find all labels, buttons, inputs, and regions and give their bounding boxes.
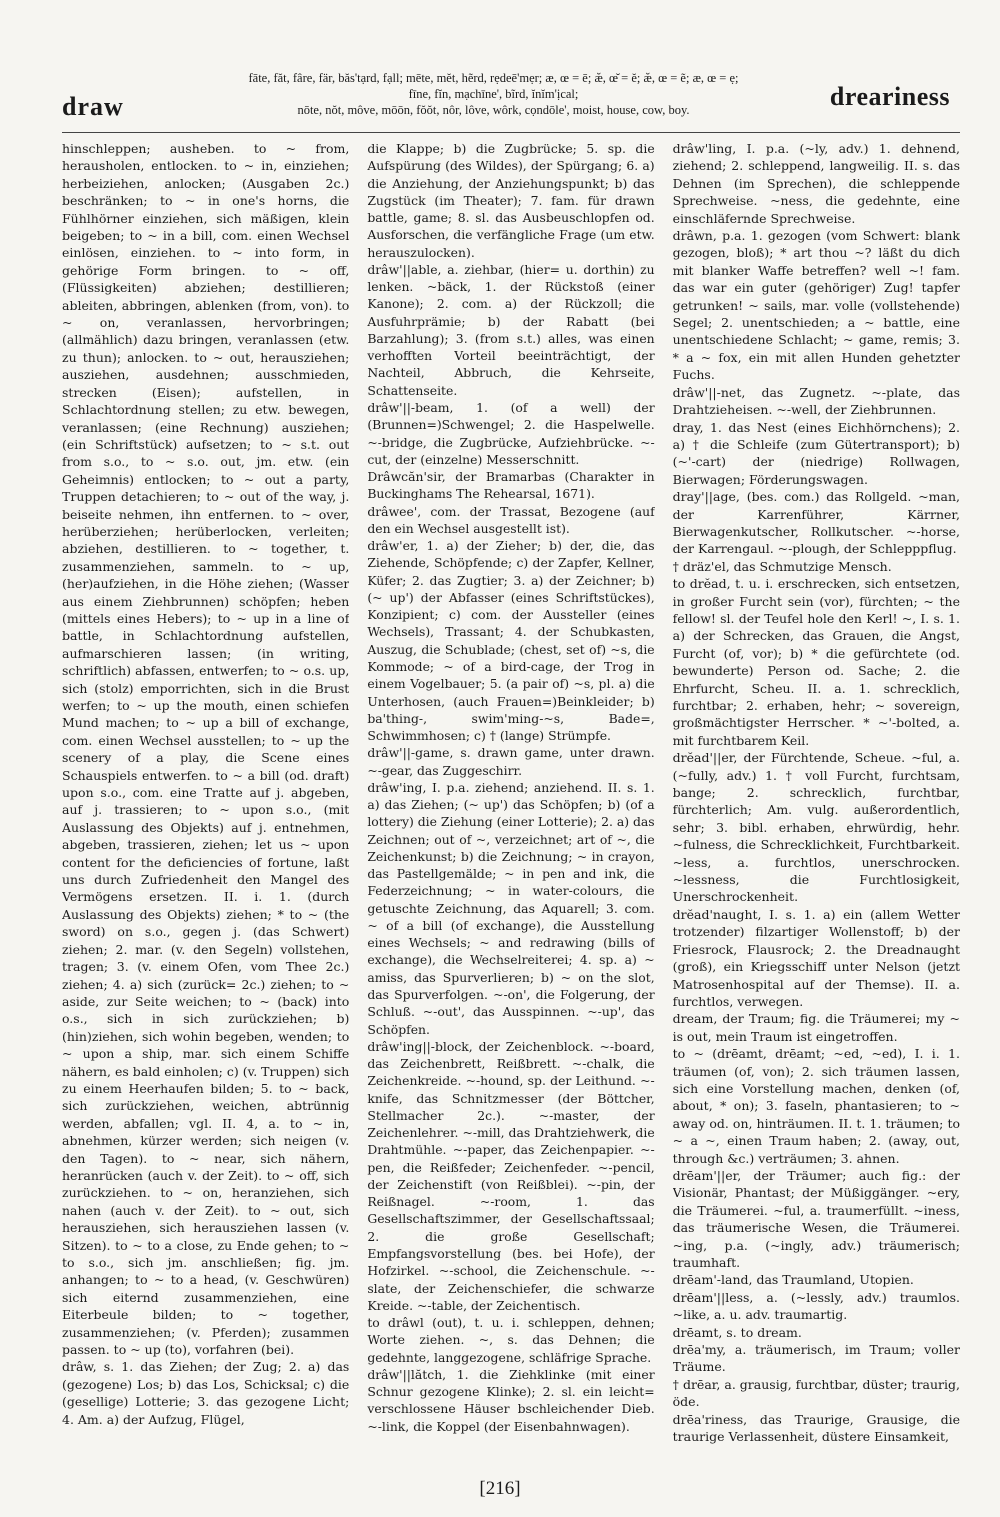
dictionary-entry: † drēar, a. grausig, furchtbar, düster; traurig, öde. bbox=[672, 1376, 960, 1410]
dictionary-entry: drâw'ling, I. p.a. (~ly, adv.) 1. dehnend, ziehend; 2. schleppend, langweilig. II. s. das Dehnen (im Sprechen), die schleppende Sprechweise. ~ness, die gedehnte, eine einschläfernde Sprechweise. bbox=[672, 141, 960, 226]
dictionary-entry: Drâwcăn'sir, der Bramarbas (Charakter in Buckinghams The Rehearsal, 1671). bbox=[367, 469, 655, 502]
dictionary-entry: dray'||age, (bes. com.) das Rollgeld. ~man, der Karrenführer, Kärrner, Bierwagenkutscher, Rollkutscher. ~-horse, der Karrengaul. ~-plough, der Schlepppflug. bbox=[672, 489, 960, 557]
dictionary-entry: drâwn, p.a. 1. gezogen (vom Schwert: blank gezogen, bloß); * art thou ~? läßt du dich mit blanker Waffe betreffen? well ~! fam. das war ein guter (gehöriger) Zug! tapfer getrunken! ~ sails, mar. volle (vollstehende) Segel; 2. unentschieden; a ~ battle, eine unentschiedene Schlacht; ~ game, remis; 3. * a ~ fox, ein mit allen Hunden gehetzter Fuchs. bbox=[672, 228, 960, 383]
dictionary-entry: drâw'||-game, s. drawn game, unter drawn. ~-gear, das Zuggeschirr. bbox=[367, 745, 655, 778]
dictionary-entry: drēam'||er, der Träumer; auch fig.: der Visionär, Phantast; der Müßiggänger. ~ery, die Träumerei. ~ful, a. traumerfüllt. ~iness, das träumerische Wesen, die Träumerei. ~ing, p.a. (~ingly, adv.) träumerisch; traumhaft. bbox=[672, 1167, 960, 1270]
dictionary-entry: drâw'||-net, das Zugnetz. ~-plate, das Drahtzieheisen. ~-well, der Ziehbrunnen. bbox=[672, 384, 960, 418]
dictionary-entry: drâw'||able, a. ziehbar, (hier= u. dorthin) zu lenken. ~bäck, 1. der Rückstoß (einer Kanone); 2. com. a) der Rückzoll; die Ausfuhrprämie; b) der Rabatt (bei Barzahlung); 3. (from s.t.) alles, was einen verhofften Vorteil beeinträchtigt, der Nachteil, Abbruch, die Kehrseite, Schattenseite. bbox=[367, 261, 655, 398]
dictionary-entry: drâw'||-beam, 1. (of a well) der (Brunnen=)Schwengel; 2. die Haspelwelle. ~-bridge, die Zugbrücke, Aufziehbrücke. ~-cut, der (einzelne) Messerschnitt. bbox=[367, 399, 655, 467]
pronunciation-key bbox=[227, 70, 760, 118]
dictionary-entry: to drĕad, t. u. i. erschrecken, sich entsetzen, in großer Furcht sein (vor), fürchten; ~ the fellow! sl. der Teufel hole den Kerl! ~, I. s. 1. a) der Schrecken, das Grauen, die Angst, Furcht (of, vor); b) * die gefürchtete (od. bewunderte) Person od. Sache; 2. die Ehrfurcht, Scheu. II. a. 1. schrecklich, furchtbar; 2. erhaben, hehr; ~ sovereign, großmächtigster Herrscher. * ~'-bolted, a. mit furchtbarem Keil. bbox=[672, 576, 960, 748]
dictionary-entry: drĕad'||er, der Fürchtende, Scheue. ~ful, a. (~fully, adv.) 1. † voll Furcht, furchtsam, bange; 2. schrecklich, furchtbar, fürchterlich; Am. vulg. außerordentlich, sehr; 3. bibl. erhaben, ehrwürdig, hehr. ~fulness, die Schrecklichkeit, Furchtbarkeit. ~less, a. furchtlos, unerschrocken. ~lessness, die Furchtlosigkeit, Unerschrockenheit. bbox=[672, 750, 960, 905]
dictionary-entry: drēam'||less, a. (~lessly, adv.) traumlos. ~like, a. u. adv. traumartig. bbox=[672, 1289, 960, 1323]
dictionary-columns bbox=[62, 140, 960, 1472]
pronunciation-key-line: nōte, nŏt, môve, mōōn, fŏŏt, nôr, lôve, wôrk, cọndōle', moist, house, cow, boy. bbox=[297, 103, 690, 117]
guide-word-right: dreariness bbox=[829, 82, 950, 111]
dictionary-entry: drēam'-land, das Traumland, Utopien. bbox=[672, 1272, 914, 1288]
dictionary-entry: drēa'my, a. träumerisch, im Traum; voller Träume. bbox=[672, 1342, 960, 1375]
dictionary-entry: drâw'er, 1. a) der Zieher; b) der, die, das Ziehende, Schöpfende; c) der Zapfer, Kellner, Küfer; 2. das Zugtier; 3. a) der Zeichner; b) (~ up') der Abfasser (eines Schriftstückes), Konzipient; c) com. der Aussteller (eines Wechsels), Trassant; 4. der Schubkasten, Auszug, die Schublade; (chest, set of) ~s, die Kommode; ~ of a bird-cage, der Trog in einem Vogelbauer; 5. (a pair of) ~s, pl. a) die Unterhosen, (auch Frauen=)Beinkleider; b) ba'thing-, swim'ming-~s, Bade=, Schwimmhosen; c) † (lange) Strümpfe. bbox=[367, 538, 655, 744]
dictionary-entry: † dräz'el, das Schmutzige Mensch. bbox=[672, 558, 892, 574]
dictionary-entry: drâw'||lătch, 1. die Ziehklinke (mit einer Schnur gezogene Klinke); 2. sl. ein leicht= verschlossene Häuser bschleichender Dieb. ~-link, die Koppel (der Eisenbahnwagen). bbox=[367, 1366, 655, 1434]
page-header bbox=[62, 60, 950, 130]
column-1 bbox=[62, 140, 349, 1472]
dictionary-entry: drĕad'naught, I. s. 1. a) ein (allem Wetter trotzender) filzartiger Wollenstoff; b) der Friesrock, Flausrock; 2. the Dreadnaught (groß), ein Kriegsschiff unter Nelson (jetzt Matrosenhospital auf der Themse). II. a. furchtlos, verwegen. bbox=[672, 906, 960, 1009]
dictionary-entry: drâwee', com. der Trassat, Bezogene (auf den ein Wechsel ausgestellt ist). bbox=[367, 503, 655, 536]
pronunciation-key-line: fīne, fĭn, mạchīne', bĩrd, ĭnĭm'ịcal; bbox=[408, 87, 579, 101]
column-3 bbox=[673, 140, 960, 1472]
dictionary-entry: drâw, s. 1. das Ziehen; der Zug; 2. a) das (gezogene) Los; b) das Los, Schicksal; c) die (gesellige) Lotterie; 3. das gezogene Licht; 4. Am. a) der Aufzug, Flügel, bbox=[62, 1359, 350, 1427]
dictionary-entry: die Klappe; b) die Zugbrücke; 5. sp. die Aufspürung (des Wildes), der Spürgang; 6. a) die Anziehung, der Anziehungspunkt; b) das Zugstück (im Theater); 7. fam. für drawn battle, game; 8. sl. das Ausbeuschlopfen od. Ausforschen, die verfängliche Frage (um etw. herauszulocken). bbox=[367, 141, 655, 260]
page-number: [216] bbox=[479, 1478, 521, 1499]
column-2 bbox=[367, 140, 654, 1472]
dictionary-entry: drēamt, s. to dream. bbox=[672, 1324, 802, 1340]
dictionary-entry: to ~ (drēamt, drēamt; ~ed, ~ed), I. i. 1. träumen (of, von); 2. sich träumen lassen, sich eine Vorstellung machen, denken (of, about, * on); 3. faseln, phantasieren; to ~ away od. on, hinträumen. II. t. 1. träumen; to ~ a ~, einen Traum haben; 2. (away, out, through &c.) verträumen; 3. ahnen. bbox=[672, 1046, 960, 1166]
pronunciation-key-line: fāte, făt, fâre, fär, băs'tạrd, fạll; mēte, mĕt, hẽrd, rẹdeē'mẹr; æ, œ = ē; æ̆, œ̆ = ĕ; æ̆, œ = ẽ; æ, œ = ẹ; bbox=[248, 71, 739, 85]
dictionary-entry: dray, 1. das Nest (eines Eichhörnchens); 2. a) † die Schleife (zum Gütertransport); b) (~'-cart) der (niedrige) Rollwagen, Bierwagen; Förderungswagen. bbox=[672, 419, 960, 487]
guide-word-left: draw bbox=[62, 92, 124, 121]
dictionary-entry: drâw'ing||-block, der Zeichenblock. ~-board, das Zeichenbrett, Reißbrett. ~-chalk, die Zeichenkreide. ~-hound, sp. der Leithund. ~-knife, das Schnitzmesser (der Böttcher, Stellmacher 2c.). ~-master, der Zeichenlehrer. ~-mill, das Drahtziehwerk, die Drahtmühle. ~-paper, das Zeichenpapier. ~-pen, die Reißfeder; Zeichenfeder. ~-pencil, der Zeichenstift (von Reißblei). ~-pin, der Reißnagel. ~-room, 1. das Gesellschaftszimmer, der Gesellschaftssaal; 2. die große Gesellschaft; Empfangsvorstellung (bes. bei Hofe), der Hofzirkel. ~-school, die Zeichenschule. ~-slate, der Zeichenschiefer, die schwarze Kreide. ~-table, der Zeichentisch. bbox=[367, 1038, 655, 1313]
dictionary-entry: drēa'riness, das Traurige, Grausige, die traurige Verlassenheit, düstere Einsamkeit, bbox=[672, 1411, 960, 1445]
dictionary-entry: drâw'ing, I. p.a. ziehend; anziehend. II. s. 1. a) das Ziehen; (~ up') das Schöpfen; b) (of a lottery) die Ziehung (einer Lotterie); 2. a) das Zeichnen; out of ~, verzeichnet; art of ~, die Zeichenkunst; b) die Zeichnung; ~ in crayon, das Pastellgemälde; ~ in pen and ink, die Federzeichnung; ~ in water-colours, die getuschte Zeichnung, das Aquarell; 3. com. ~ of a bill (of exchange), die Ausstellung eines Wechsels; ~ and redrawing (bills of exchange), die Wechselreiterei; 4. sp. a) ~ amiss, das Spurverlieren; b) ~ on the slot, das Spurverfolgen. ~-on', die Folgerung, der Schluß. ~-out', das Ausspinnen. ~-up', das Schöpfen. bbox=[367, 779, 655, 1037]
header-rule bbox=[62, 132, 960, 133]
dictionary-entry: to drâwl (out), t. u. i. schleppen, dehnen; Worte ziehen. ~, s. das Dehnen; die gedehnte, langgezogene, schläfrige Sprache. bbox=[367, 1315, 655, 1365]
dictionary-entry: dream, der Traum; fig. die Träumerei; my ~ is out, mein Traum ist eingetroffen. bbox=[672, 1011, 960, 1044]
dictionary-entry: hinschleppen; ausheben. to ~ from, herausholen, entlocken. to ~ in, einziehen; herbeiziehen, anlocken; (Ausgaben 2c.) beschränken; to ~ in one's horns, die Fühlhörner einziehen, sich mäßigen, klein beigeben; to ~ in a bill, com. einen Wechsel einlösen, einziehen. to ~ into form, in gehörige Form bringen. to ~ off, (Flüssigkeiten) abziehen; destillieren; ableiten, abbringen, ablenken (from, von). to ~ on, veranlassen, hervorbringen; (allmählich) dazu bringen, veranlassen (etw. zu thun); anlocken. to ~ out, herausziehen; ausziehen, ausdehnen; ausschmieden, strecken (Eisen); aufstellen, in Schlachtordnung stellen; zu etw. bewegen, veranlassen; (eine Rechnung) ausziehen; (ein Schriftstück) aufsetzen; to ~ s.t. out from s.o., to ~ s.o. out, jm. etw. (ein Geheimnis) entlocken; to ~ out a party, Truppen detachieren; to ~ out of the way, j. beiseite nehmen, ihn entfernen. to ~ over, herüberziehen; herüberlocken, verleiten; abziehen, destillieren. to ~ together, t. zusammenziehen, sammeln. to ~ up, (her)aufziehen, in die Höhe ziehen; (Wasser aus einem Ziehbrunnen) schöpfen; heben (mittels eines Hebers); to ~ up in a line of battle, in Schlachtordnung aufstellen, aufmarschieren lassen; (in writing, schriftlich) abfassen, entwerfen; to ~ o.s. up, sich (stolz) emporrichten, sich in die Brust werfen; to ~ up the mouth, einen schiefen Mund machen; to ~ up a bill of exchange, com. einen Wechsel ausstellen; to ~ up the scenery of a play, die Scene eines Schauspiels entwerfen. to ~ a bill (od. draft) upon s.o., com. eine Tratte auf j. abgeben, auf j. trassieren; to ~ upon s.o., (mit Auslassung des Objekts) auf j. entnehmen, abgeben, trassieren, ziehen; let us ~ upon content for the deficiencies of fortune, laßt uns durch Zufriedenheit den Mangel des Vermögens ersetzen. II. i. 1. (durch Auslassung des Objekts) ziehen; * to ~ (the sword) on s.o., gegen j. (das Schwert) ziehen; 2. mar. (v. den Segeln) vollstehen, tragen; 3. (v. einem Ofen, vom Thee 2c.) ziehen; 4. a) sich (zurück= 2c.) ziehen; to ~ aside, zur Seite weichen; to ~ (back) into o.s., sich in sich zurückziehen; b) (hin)ziehen, sich wohin begeben, wenden; to ~ upon a ship, mar. sich einem Schiffe nähern, es bald einholen; c) (v. Truppen) sich zu einem Heerhaufen bilden; 5. to ~ back, sich zurückziehen, weichen, abtrünnig werden, abfallen; vgl. II. 4, a. to ~ in, abnehmen, kürzer werden; sich neigen (v. den Tagen). to ~ near, sich nähern, heranrücken (auch v. der Zeit). to ~ off, sich zurückziehen. to ~ on, heranziehen, sich nahen (auch v. der Zeit). to ~ out, sich herausziehen, sich herausziehen lassen (v. Sitzen). to ~ to a close, zu Ende gehen; to ~ to s.o., sich jm. anschließen; fig. jm. anhangen; to ~ to a head, (v. Geschwüren) sich eiternd zusammenziehen, eine Eiterbeule bilden; to ~ together, zusammenziehen; (v. Pferden); zusammen passen. to ~ up (to), vorfahren (bei). bbox=[62, 141, 350, 1358]
